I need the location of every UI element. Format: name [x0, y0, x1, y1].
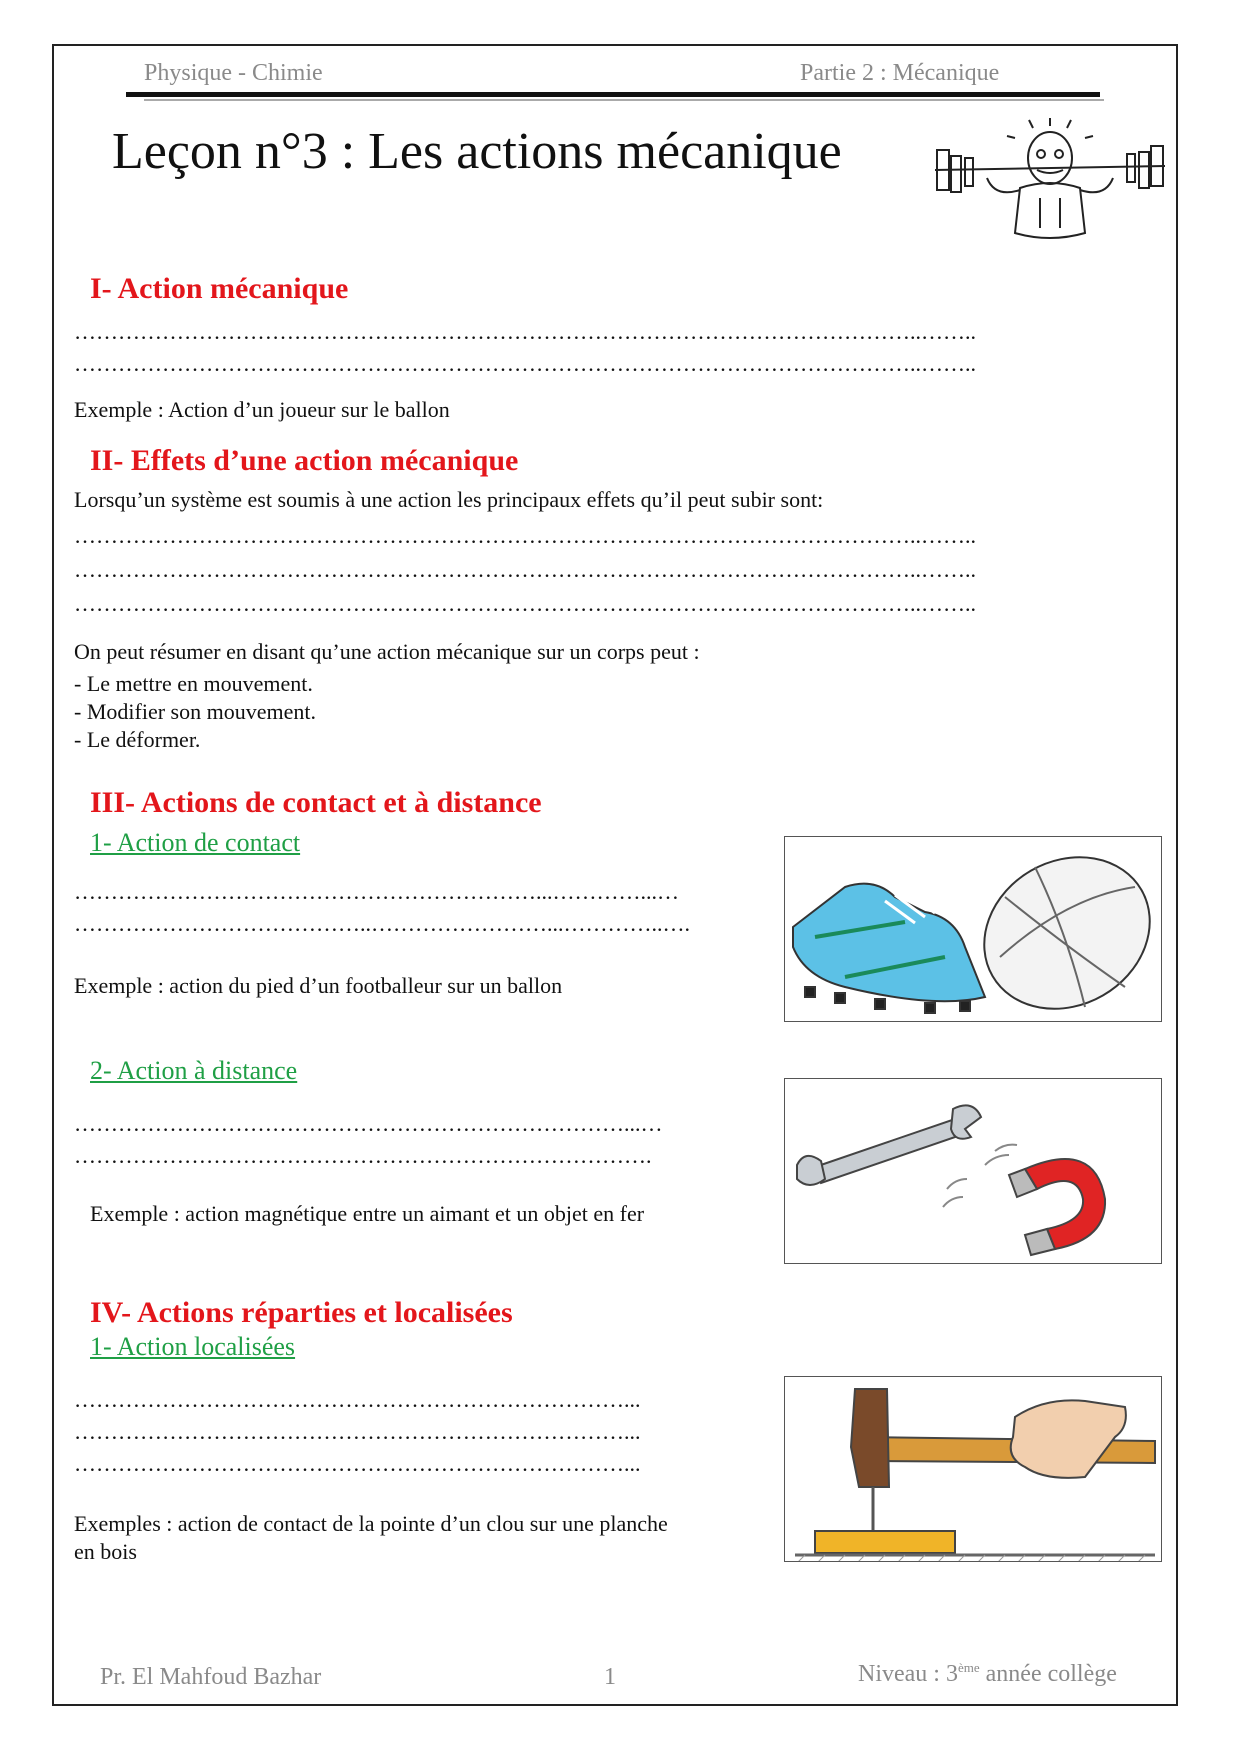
page-title: Leçon n°3 : Les actions mécanique — [112, 123, 842, 180]
footer-level-prefix: Niveau : 3 — [858, 1661, 958, 1687]
section-3-sub-2: 2- Action à distance — [90, 1056, 298, 1085]
section-1-example: Exemple : Action d’un joueur sur le ballon — [74, 397, 450, 422]
fill-line: ……………………………………………………………………………………………………..…….. — [74, 351, 976, 376]
effect-item: - Le déformer. — [74, 727, 201, 752]
section-2-intro: Lorsqu’un système est soumis à une action les principaux effets qu’il peut subir sont: — [74, 487, 824, 512]
fill-line: ……………………………………………………………………………………………………..…….. — [74, 523, 976, 548]
fill-line: …………………………………………………………………...… — [74, 1111, 663, 1136]
hammer-nail-image — [784, 1376, 1162, 1562]
section-2-summary: On peut résumer en disant qu’une action mécanique sur un corps peut : — [74, 639, 700, 664]
effect-item: - Modifier son mouvement. — [74, 699, 316, 724]
footer-level-suffix: année collège — [979, 1661, 1117, 1687]
footer-level-sup: ème — [957, 1660, 980, 1675]
section-4-example-line-1: Exemples : action de contact de la pointe d’un clou sur une planche — [74, 1511, 668, 1536]
fill-line: …………………………………..……………………...…………..…. — [74, 911, 690, 936]
fill-line: ……………………………………………………………………. — [74, 1143, 652, 1168]
header-rule-shadow — [144, 99, 1104, 101]
section-3-sub-1: 1- Action de contact — [90, 828, 301, 857]
section-1-heading: I- Action mécanique — [90, 272, 349, 305]
section-3-heading: III- Actions de contact et à distance — [90, 786, 542, 819]
wrench-magnet-image — [784, 1078, 1162, 1264]
section-3-example-1: Exemple : action du pied d’un footballeur sur un ballon — [74, 973, 563, 998]
fill-line: …………………………………………………………………... — [74, 1419, 641, 1444]
weightlifter-illustration — [925, 118, 1175, 248]
shoe-ball-image — [784, 836, 1162, 1022]
fill-line: …………………………………………………………………... — [74, 1451, 641, 1476]
fill-line: ……………………………………………………………………………………………………..…….. — [74, 591, 976, 616]
section-4-sub-1: 1- Action localisées — [90, 1332, 296, 1361]
section-4-heading: IV- Actions réparties et localisées — [90, 1296, 513, 1329]
effect-item: - Le mettre en mouvement. — [74, 671, 313, 696]
fill-line: ……………………………………………………………………………………………………..…….. — [74, 319, 976, 344]
fill-line: ………………………………………………………...…………...… — [74, 879, 679, 904]
footer-author: Pr. El Mahfoud Bazhar — [100, 1664, 322, 1690]
footer-level — [858, 1660, 1117, 1688]
section-2-heading: II- Effets d’une action mécanique — [90, 444, 519, 477]
fill-line: ……………………………………………………………………………………………………..…….. — [74, 557, 976, 582]
header-subject: Physique - Chimie — [144, 60, 323, 86]
fill-line: …………………………………………………………………... — [74, 1387, 641, 1412]
footer-page-number: 1 — [604, 1664, 616, 1690]
section-4-example-line-2: en bois — [74, 1539, 137, 1564]
header-part: Partie 2 : Mécanique — [800, 60, 1000, 86]
header-rule — [126, 92, 1100, 97]
section-3-example-2: Exemple : action magnétique entre un aimant et un objet en fer — [90, 1201, 645, 1226]
